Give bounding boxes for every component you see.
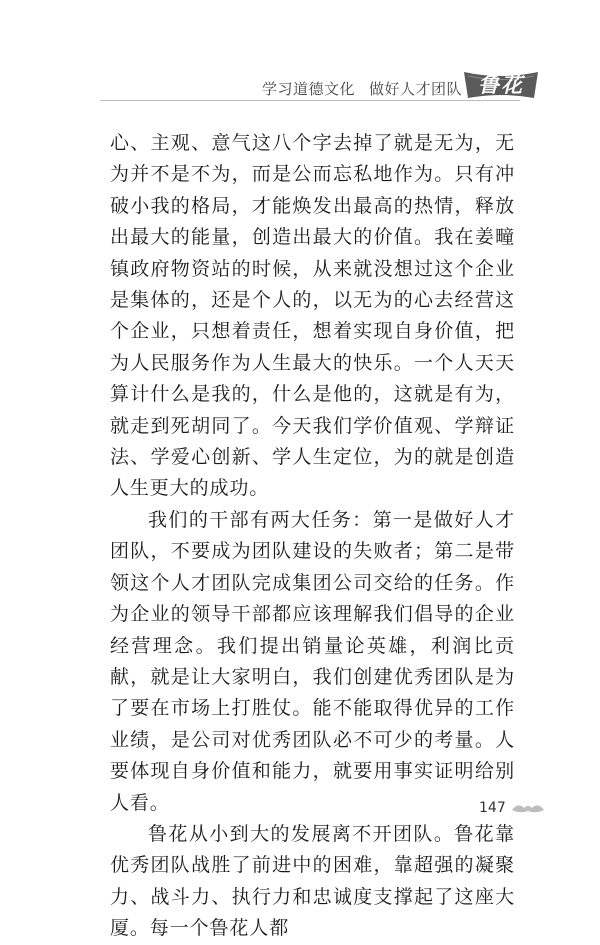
paragraph-1: 心、主观、意气这八个字去掉了就是无为，无为并不是不为，而是公而忘私地作为。只有冲破小我的格局，才能焕发出最高的热情，释放出最大的能量，创造出最大的价值。我在姜疃镇政府物资站的时候，从来就没想过这个企业是集体的，还是个人的，以无为的心去经营这个企业，只想着责任，想着实现自身价值，把为人民服务作为人生最大的快乐。一个人天天算计什么是我的，什么是他的，这就是有为，就走到死胡同了。今天我们学价值观、学辩证法、学爱心创新、学人生定位，为的就是创造人生更大的成功。 xyxy=(110,132,515,500)
page-number: 147 xyxy=(479,800,506,816)
brand-logo xyxy=(462,68,540,102)
page-number-ornament-icon xyxy=(510,798,546,818)
page-header xyxy=(0,0,600,110)
header-rule xyxy=(100,100,520,101)
chapter-title: 做好人才团队 xyxy=(368,80,462,98)
running-header xyxy=(262,78,462,99)
paragraph-3: 鲁花从小到大的发展离不开团队。鲁花靠优秀团队战胜了前进中的困难，靠超强的凝聚力、战斗力、执行力和忠诚度支撑起了这座大厦。每一个鲁花人都 xyxy=(110,822,515,940)
paragraph-2: 我们的干部有两大任务：第一是做好人才团队，不要成为团队建设的失败者；第二是带领这个人才团队完成集团公司交给的任务。作为企业的领导干部都应该理解我们倡导的企业经营理念。我们提出销量论英雄，利润比贡献，就是让大家明白，我们创建优秀团队是为了要在市场上打胜仗。能不能取得优异的工作业绩，是公司对优秀团队必不可少的考量。人要体现自身价值和能力，就要用事实证明给别人看。 xyxy=(110,508,515,814)
page-body xyxy=(110,128,515,945)
logo-text: 鲁花 xyxy=(478,72,524,97)
section-title: 学习道德文化 xyxy=(261,80,355,98)
